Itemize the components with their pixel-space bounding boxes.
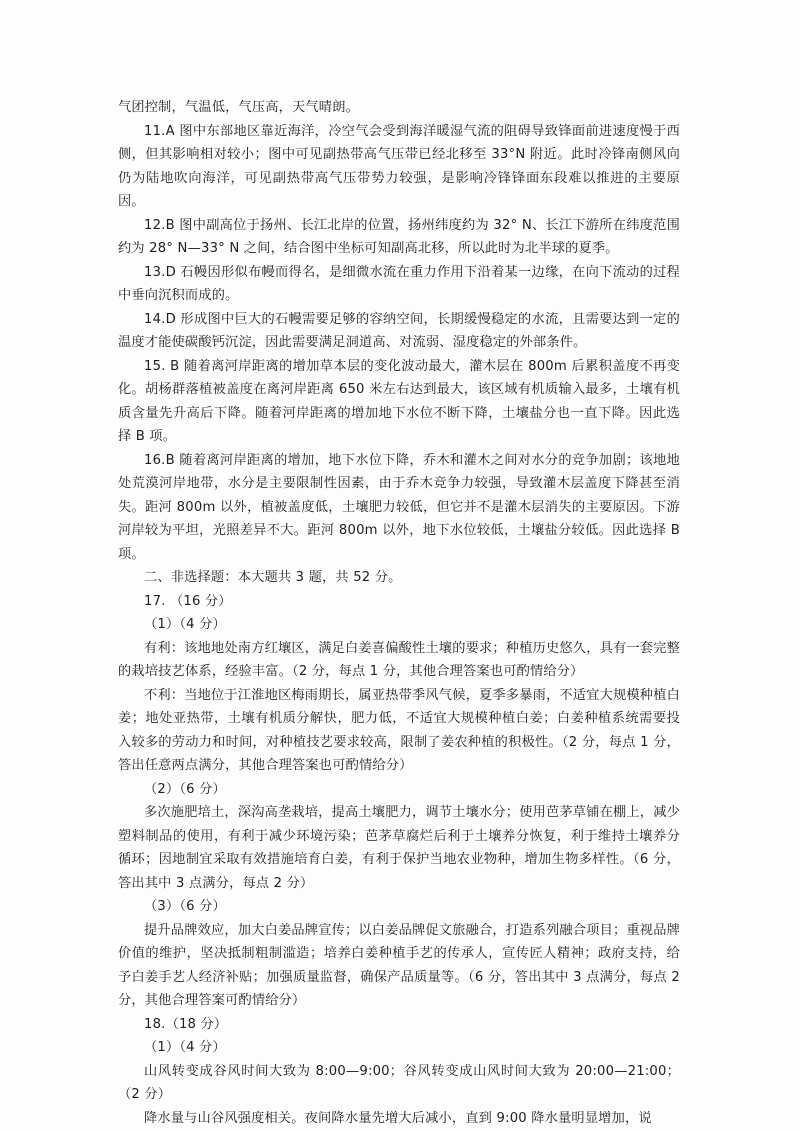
section-heading-non-choice: 二、非选择题：本大题共 3 题，共 52 分。: [144, 570, 402, 585]
question-17-part-1-heading: （1）（4 分）: [144, 617, 226, 632]
question-17-part-3-heading: （3）（6 分）: [144, 899, 226, 914]
answer-13: 13.D 石幔因形似布幔而得名，是细微水流在重力作用下沿着某一边缘，在向下流动的过程中垂向沉积而成的。: [118, 264, 680, 303]
answer-12: 12.B 图中副高位于扬州、长江北岸的位置，扬州纬度约为 32° N、长江下游所在纬度范围约为 28° N—33° N 之间，结合图中坐标可知副高北移，所以此时为北半球的夏季。: [118, 217, 680, 256]
question-18-part-1-heading: （1）（4 分）: [144, 1040, 226, 1055]
question-17-part-3-answer: 提升品牌效应，加大白姜品牌宣传；以白姜品牌促文旅融合，打造系列融合项目；重视品牌价值的维护，坚决抵制粗制滥造；培养白姜种植手艺的传承人，宣传匠人精神；政府支持，给予白姜手艺人经济补贴；加强质量监督，确保产品质量等。（6 分，答出其中 3 点满分，每点 2 分，其他合理答案可酌情给分）: [118, 922, 680, 1008]
question-18-part-1-answer-times: 山风转变成谷风时间大致为 8:00—9:00；谷风转变成山风时间大致为 20:00—21:00；（2 分）: [118, 1063, 680, 1102]
question-18-part-1-answer-precipitation: 降水量与山谷风强度相关。夜间降水量先增大后减小，直到 9:00 降水量明显增加，说: [144, 1110, 652, 1126]
answer-text-body: [118, 96, 680, 1130]
paragraph-continued-from-previous-page: 气团控制，气温低，气压高，天气晴朗。: [118, 100, 359, 115]
question-17-heading: 17. （16 分）: [144, 593, 232, 609]
question-18-heading: 18.（18 分）: [144, 1016, 228, 1032]
question-17-part-2-answer: 多次施肥培土，深沟高垄栽培，提高土壤肥力，调节土壤水分；使用芭茅草铺在棚上，减少塑料制品的使用，有利于减少环境污染；芭茅草腐烂后利于土壤养分恢复，利于维持土壤养分循环；因地制宜采取有效措施培育白姜，有利于保护当地农业物种，增加生物多样性。（6 分，答出其中 3 点满分，每点 2 分）: [118, 805, 680, 891]
answer-15: 15. B 随着离河岸距离的增加草本层的变化波动最大，灌木层在 800m 后累积盖度不再变化。胡杨群落植被盖度在离河岸距离 650 米左右达到最大，该区域有机质输入最多，土壤有机质含量先升高后下降。随着河岸距离的增加地下水位不断下降，土壤盐分也一直下降。因此选择 B 项。: [118, 358, 680, 444]
answer-16: 16.B 随着离河岸距离的增加，地下水位下降，乔木和灌木之间对水分的竞争加剧；该地地处荒漠河岸地带，水分是主要限制性因素，由于乔木竞争力较强，导致灌木层盖度下降甚至消失。距河 800m 以外，植被盖度低，土壤肥力较低，但它并不是灌木层消失的主要原因。下游河岸较为平坦，光照差异不大。距河 800m 以外，地下水位较低，土壤盐分较低。因此选择 B 项。: [118, 452, 680, 562]
question-17-part-1-disadvantages: 不利：当地位于江淮地区梅雨期长，属亚热带季风气候，夏季多暴雨，不适宜大规模种植白姜；地处亚热带，土壤有机质分解快，肥力低，不适宜大规模种植白姜；白姜种植系统需要投入较多的劳动力和时间，对种植技艺要求较高，限制了姜农种植的积极性。（2 分，每点 1 分，答出任意两点满分，其他合理答案也可酌情给分）: [118, 687, 680, 773]
answer-14: 14.D 形成图中巨大的石幔需要足够的容纳空间，长期缓慢稳定的水流，且需要达到一定的温度才能使碳酸钙沉淀，因此需要满足洞道高、对流弱、湿度稳定的外部条件。: [118, 311, 680, 350]
answer-11: 11.A 图中东部地区靠近海洋，冷空气会受到海洋暖湿气流的阻碍导致锋面前进速度慢于西侧，但其影响相对较小；图中可见副热带高气压带已经北移至 33°N 附近。此时冷锋南侧风向仍为陆地吹向海洋，可见副热带高气压带势力较强，是影响冷锋锋面东段难以推进的主要原因。: [118, 123, 680, 209]
question-17-part-1-advantages: 有利：该地地处南方红壤区，满足白姜喜偏酸性土壤的要求；种植历史悠久，具有一套完整的栽培技艺体系，经验丰富。（2 分，每点 1 分，其他合理答案也可酌情给分）: [118, 640, 680, 679]
question-17-part-2-heading: （2）（6 分）: [144, 781, 226, 797]
